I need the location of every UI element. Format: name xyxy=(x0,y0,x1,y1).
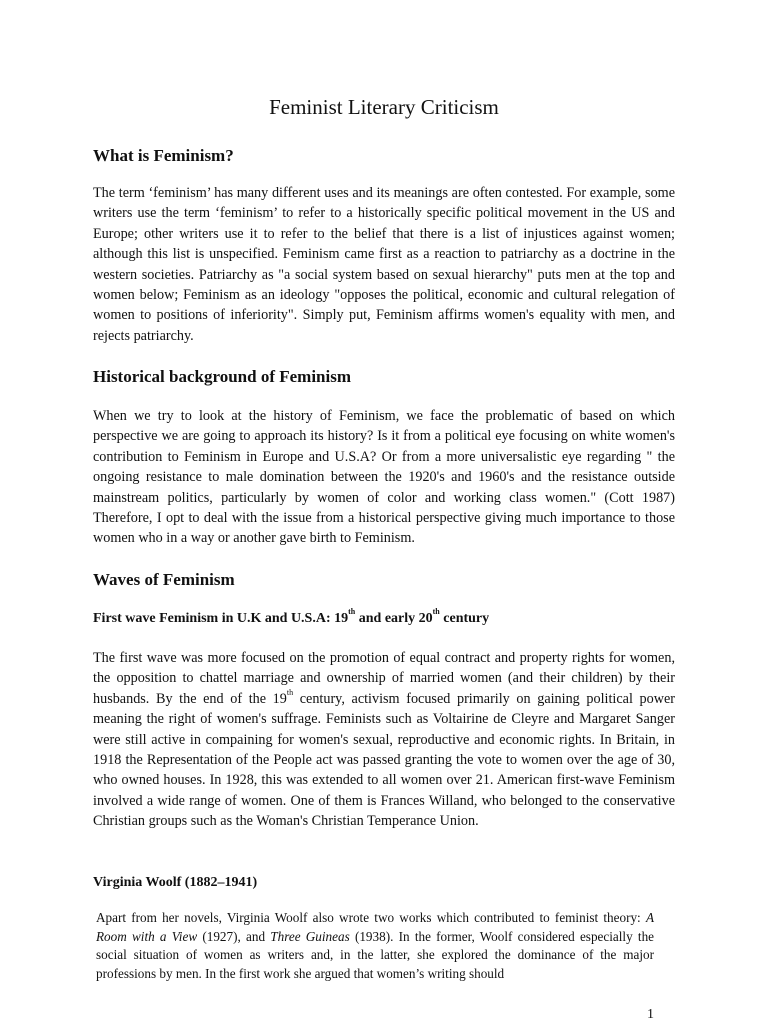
subheading-virginia-woolf: Virginia Woolf (1882–1941) xyxy=(93,875,258,890)
subheading-first-wave-part2: and early 20 xyxy=(355,611,433,626)
section-heading-waves-of-feminism: Waves of Feminism xyxy=(93,570,235,589)
superscript-th: th xyxy=(286,688,294,698)
subheading-first-wave-part1: First wave Feminism in U.K and U.S.A: 19 xyxy=(93,611,349,626)
paragraph-woolf-part1: Apart from her novels, Virginia Woolf also wrote two works which contributed to feminist theory: xyxy=(96,910,646,925)
paragraph-first-wave xyxy=(93,648,675,832)
subheading-first-wave xyxy=(93,609,489,629)
paragraph-virginia-woolf xyxy=(96,909,654,983)
paragraph-what-is-feminism: The term ‘feminism’ has many different uses and its meanings are often contested. For example, some writers use the term ‘feminism’ to refer to a historically specific political movement in the US and Europe; other writers use it to refer to the belief that there is a list of injustices against women; although this list is unspecified. Feminism came first as a reaction to patriarchy as a doctrine in the western societies. Patriarchy as "a social system based on sexual hierarchy" puts men at the top and women below; Feminism as an ideology "opposes the political, economic and cultural relegation of women to positions of inferiority". Simply put, Feminism affirms women's equality with men, and rejects patriarchy. xyxy=(93,185,675,344)
superscript-th: th xyxy=(348,607,356,617)
book-title-guineas: Three Guineas xyxy=(270,928,350,944)
paragraph-first-wave-part1: The first wave was more focused on the promotion of equal contract and property rights for women, the opposition to chattel marriage and ownership of married women (and their children) by their husbands. By the end of the 19 xyxy=(93,650,675,707)
paragraph-first-wave-part2: century, activism focused primarily on gaining political power meaning the right of women's suffrage. Feminists such as Voltairine de Cleyre and Margaret Sanger were still active in compaining for women's sexual, reproductive and economic rights. In Britain, in 1918 the Representation of the People act was passed granting the vote to women over the age of 30, who owned houses. In 1928, this was extended to all women over 21. American first-wave Feminism involved a wide range of women. One of them is Frances Willand, who belonged to the conservative Christian groups such as the Woman's Christian Temperance Union. xyxy=(93,690,675,830)
paragraph-historical-background: When we try to look at the history of Feminism, we face the problematic of based on which perspective we are going to approach its history? Is it from a political eye focusing on white women's contribution to Feminism in Europe and U.S.A? Or from a more universalistic eye regarding " the ongoing resistance to male domination between the 1920's and 1960's and the resistance outside mainstream politics, particularly by women of color and working class women." (Cott 1987) Therefore, I opt to deal with the issue from a historical perspective giving much importance to those women who in a way or another gave birth to Feminism. xyxy=(93,408,675,547)
subheading-first-wave-part3: century xyxy=(439,611,490,626)
paragraph-woolf-part2: (1927), and xyxy=(197,928,271,944)
section-heading-what-is-feminism: What is Feminism? xyxy=(93,146,234,165)
document-title: Feminist Literary Criticism xyxy=(269,95,499,119)
book-title-room: A Room with a View xyxy=(96,910,654,944)
section-heading-historical-background: Historical background of Feminism xyxy=(93,367,351,386)
paragraph-woolf-part3: (1938). In the former, Woolf considered especially the social situation of women as writers and, in the latter, she explored the dominance of the major professions by men. In the first work she argued that women’s writing should xyxy=(96,928,655,981)
page-number: 1 xyxy=(647,1007,654,1022)
superscript-th: th xyxy=(432,607,440,617)
